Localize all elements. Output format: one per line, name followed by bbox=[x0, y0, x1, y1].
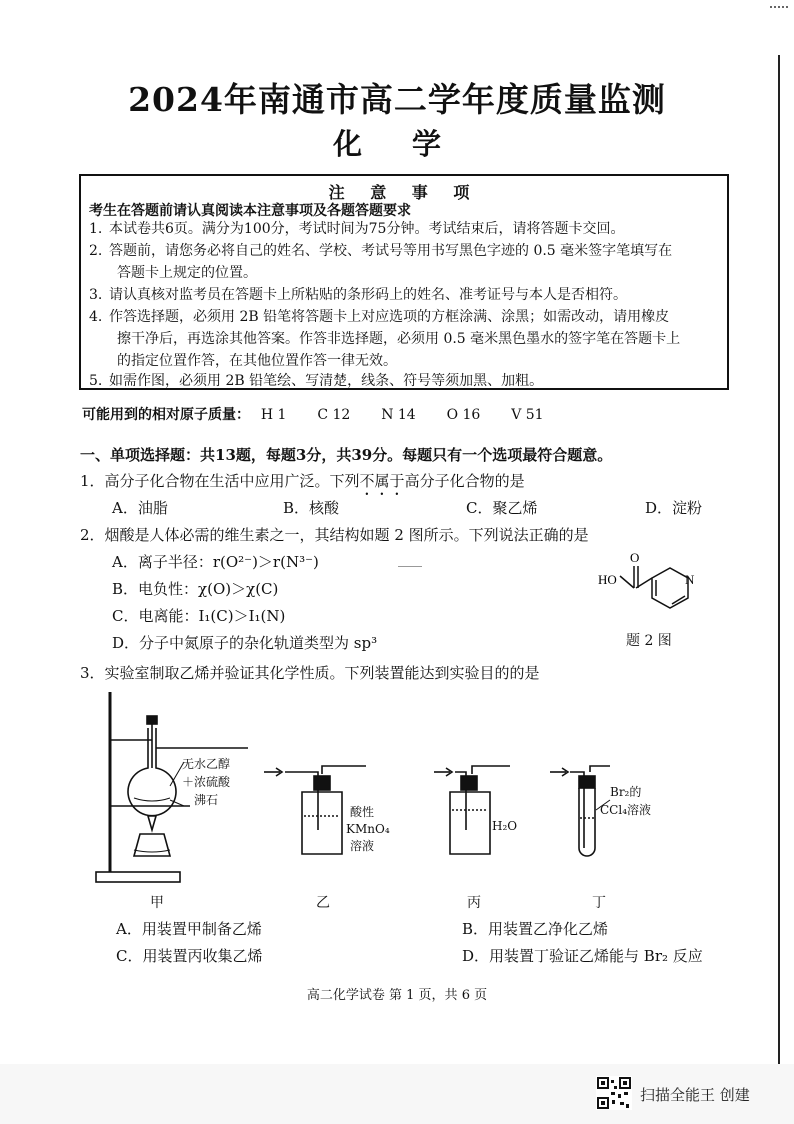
q2-option-d: D．分子中氮原子的杂化轨道类型为 sp³ bbox=[112, 634, 378, 652]
lamp-liquid bbox=[134, 850, 170, 852]
q1-stem-post: 高分子化合物的是 bbox=[404, 472, 525, 490]
flask-label-line: ＋浓硫酸 bbox=[182, 775, 231, 789]
q3-option-c: C．用装置丙收集乙烯 bbox=[116, 947, 263, 965]
test-tube bbox=[579, 788, 595, 856]
device-yi-label: 乙 bbox=[316, 895, 330, 911]
page-title: 2024年南通市高二学年度质量监测 bbox=[128, 80, 666, 119]
yi-label-line: 溶液 bbox=[350, 839, 375, 853]
q3-option-a: A．用装置甲制备乙烯 bbox=[116, 920, 262, 938]
yi-label-line: 酸性 bbox=[350, 805, 375, 819]
q1-stem-emphasis: 不属于 bbox=[359, 472, 405, 490]
subject-title: 化 学 bbox=[332, 127, 462, 161]
scanner-watermark bbox=[596, 1076, 776, 1110]
outlet-tube bbox=[322, 766, 366, 774]
section-heading: 一、单项选择题：共13题，每题3分，共39分。每题只有一个选项最符合题意。 bbox=[80, 446, 613, 464]
tube-stopper bbox=[579, 776, 595, 788]
atomic-mass-line bbox=[82, 404, 570, 424]
stopper bbox=[147, 716, 157, 724]
notice-item-2 bbox=[89, 240, 721, 284]
page-footer: 高二化学试卷 第 1 页，共 6 页 bbox=[306, 988, 488, 1003]
atomic-mass-value: C 12 bbox=[317, 407, 351, 423]
notice-item-1 bbox=[89, 218, 721, 240]
notice-title: 注 意 事 项 bbox=[328, 183, 480, 202]
bottle-stopper bbox=[461, 776, 477, 790]
nitrogen-label: N bbox=[685, 572, 695, 587]
ding-label-line: Br₂的 bbox=[610, 785, 642, 799]
atomic-mass-value: O 16 bbox=[446, 407, 481, 423]
notice-item-number: 4. bbox=[89, 309, 103, 325]
scanner-text: 扫描全能王 创建 bbox=[640, 1086, 750, 1104]
outlet-tube bbox=[472, 766, 510, 774]
niacin-structure bbox=[594, 540, 704, 630]
notice-item-text-cont: 的指定位置作答，在其他位置作答一律无效。 bbox=[117, 353, 397, 369]
q2-option-a: A．离子半径：r(O²⁻)＞r(N³⁻) bbox=[112, 553, 319, 571]
notice-item-text: 作答选择题，必须用 2B 铅笔将答题卡上对应选项的方框涂满、涂黑；如需改动，请用橡皮 bbox=[109, 309, 670, 325]
stray-mark bbox=[398, 566, 422, 567]
q3-option-b: B．用装置乙净化乙烯 bbox=[462, 920, 609, 938]
ding-label-line: CCl₄溶液 bbox=[600, 803, 652, 817]
q2-option-b: B．电负性：χ(O)＞χ(C) bbox=[112, 580, 279, 598]
atomic-mass-value: V 51 bbox=[511, 407, 544, 423]
flask-label-line: 沸石 bbox=[194, 793, 219, 807]
figure-2-caption: 题 2 图 bbox=[626, 633, 672, 649]
notice-box bbox=[79, 174, 729, 390]
notice-item-text: 本试卷共6页。满分为100分，考试时间为75分钟。考试结束后，请将答题卡交回。 bbox=[109, 221, 625, 237]
notice-item-number: 5. bbox=[89, 373, 103, 389]
q3-option-d: D．用装置丁验证乙烯能与 Br₂ 反应 bbox=[462, 947, 703, 965]
notice-item-4 bbox=[89, 306, 721, 372]
notice-item-5 bbox=[89, 370, 721, 392]
notice-item-text-cont: 擦干净后，再选涂其他答案。作答非选择题，必须用 0.5 毫米黑色墨水的签字笔在答题卡上 bbox=[117, 331, 681, 347]
corner-mark bbox=[770, 6, 788, 11]
q1-stem-pre: 1．高分子化合物在生活中应用广泛。下列 bbox=[80, 472, 360, 490]
notice-item-text: 答题前，请您务必将自己的姓名、学校、考试号等用书写黑色字迹的 0.5 毫米签字笔填写在 bbox=[109, 243, 673, 259]
device-bing-label: 丙 bbox=[467, 895, 481, 911]
notice-item-number: 3. bbox=[89, 287, 103, 303]
bing-label: H₂O bbox=[492, 819, 518, 833]
flask-label-line: 无水乙醇 bbox=[182, 757, 231, 771]
q1-option-d: D．淀粉 bbox=[645, 499, 703, 517]
q1-option-b: B．核酸 bbox=[283, 499, 340, 517]
device-jia-label: 甲 bbox=[150, 895, 164, 911]
question-3-stem: 3．实验室制取乙烯并验证其化学性质。下列装置能达到实验目的的是 bbox=[80, 664, 540, 682]
collection-bottle bbox=[450, 792, 490, 854]
atomic-mass-value: H 1 bbox=[260, 407, 287, 423]
notice-item-text: 如需作图，必须用 2B 铅笔绘、写清楚，线条、符号等须加黑、加粗。 bbox=[109, 373, 544, 389]
notice-item-number: 1. bbox=[89, 221, 103, 237]
pyridine-ring bbox=[652, 568, 688, 608]
notice-item-text: 请认真核对监考员在答题卡上所粘贴的条形码上的姓名、准考证号与本人是否相符。 bbox=[109, 287, 627, 303]
gas-washing-bottle bbox=[302, 792, 342, 854]
bottle-stopper bbox=[314, 776, 330, 790]
q1-option-c: C．聚乙烯 bbox=[466, 499, 538, 517]
binding-edge-line bbox=[778, 55, 780, 1065]
notice-item-text-cont: 答题卡上规定的位置。 bbox=[117, 265, 257, 281]
notice-item-3 bbox=[89, 284, 721, 306]
notice-subtitle: 考生在答题前请认真阅读本注意事项及各题答题要求 bbox=[89, 203, 411, 219]
notice-item-number: 2. bbox=[89, 243, 103, 259]
yi-label-line: KMnO₄ bbox=[346, 822, 390, 836]
q3-apparatus bbox=[90, 688, 710, 908]
flask-liquid bbox=[134, 798, 170, 801]
device-ding-label: 丁 bbox=[592, 895, 606, 911]
ho-label: HO bbox=[598, 572, 617, 587]
burner-flame bbox=[148, 816, 156, 830]
q1-option-a: A．油脂 bbox=[112, 499, 168, 517]
stand-base bbox=[96, 872, 180, 882]
question-1-stem bbox=[80, 470, 525, 499]
q2-option-c: C．电离能：I₁(C)＞I₁(N) bbox=[112, 607, 286, 625]
bond-line bbox=[620, 576, 634, 588]
oxygen-label: O bbox=[630, 550, 640, 565]
atomic-mass-label: 可能用到的相对原子质量： bbox=[82, 407, 250, 423]
alcohol-lamp bbox=[134, 834, 170, 856]
outlet-tube bbox=[590, 766, 610, 772]
question-2-stem: 2．烟酸是人体必需的维生素之一，其结构如题 2 图所示。下列说法正确的是 bbox=[80, 526, 589, 544]
qr-code-icon bbox=[596, 1076, 632, 1110]
atomic-mass-value: N 14 bbox=[381, 407, 416, 423]
